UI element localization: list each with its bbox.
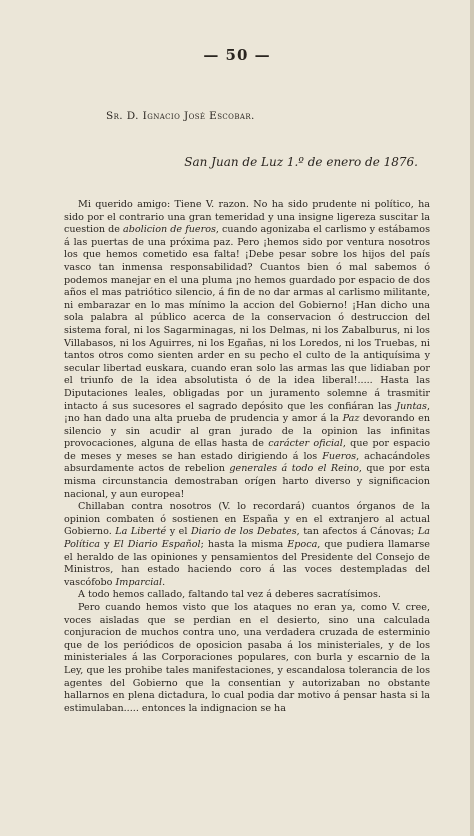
text-run: , ¡no han dado una alta prueba de prudencia y amor á la [64,400,430,425]
italic-run: Epoca [287,539,318,551]
text-run: y el [166,526,191,538]
body-paragraph [64,602,430,715]
text-run: , tan afectos á Cánovas; [296,526,418,538]
italic-run: La Liberté [115,526,167,538]
text-run: ; hasta la misma [200,539,288,551]
letter-addressee: Sr. D. Ignacio José Escobar. [106,110,255,122]
letter-body [64,199,430,715]
text-run: , que pudiera llamarse el heraldo de las opiniones y pensamientos del Presidente del Consejo de Ministros, han estado haciendo coro á las voces destempladas del vascófobo [64,539,430,588]
body-paragraph [64,501,430,589]
italic-run: Fueros [322,450,357,462]
page-edge [470,0,474,836]
body-paragraph [64,199,430,501]
text-run: Chillaban contra nosotros (V. lo recordará) cuantos órganos de la opinion combaten ó sostienen en España y en el extranjero al actual Gobierno. [64,501,430,538]
text-run: devorando en silencio y sin acudir al gran jurado de la opinion las infinitas provocaciones, alguna de ellas hasta de [64,413,431,450]
italic-run: generales á todo el Reino [229,463,359,475]
italic-run: Diario de los Debates [190,526,297,538]
text-run: Pero cuando hemos visto que los ataques no eran ya, como V. cree, voces aisladas que se perdian en el desierto, sino una calculada conjuracion de muchos contra uno, una verdadera cruzada de esterminio que de los periódicos de oposicion pasaba á los ministeriales, y de los ministeriales á las Corporaciones populares, con burla y escarnio de la Ley, que les prohibe tales manifestaciones, y escandalosa tolerancia de los agentes del Gobierno que la consentian y autorizaban no obstante hallarnos en plena dictadura, lo cual podia dar motivo á pensar hasta si la estimulaban..... entonces la indignacion se ha [64,602,430,714]
body-paragraph [64,589,430,602]
text-run: , que por esta misma circunstancia demostraban orígen harto diverso y significacion nacional, y aun europea! [64,463,430,500]
italic-run: Juntas [396,400,427,412]
italic-run: carácter oficial [268,438,343,450]
text-run: . [162,576,166,588]
text-run: Mi querido amigo: Tiene V. razon. No ha sido prudente ni político, ha sido por el contrario una gran temeridad y una insigne ligereza suscitar la cuestion de [64,199,430,236]
page-number: — 50 — [203,46,271,64]
text-run: , cuando agonizaba el carlismo y estábamos á las puertas de una próxima paz. Pero ¡hemos sido por ventura nosotros los que hemos cometido esa falta! ¡Debe pesar sobre los hijos del país vasco tan inmensa responsabilidad? Cuantos bien ó mal sabemos ó podemos manejar en el una pluma ¡no hemos guardado por espacio de dos años el mas patriótico silencio, á fin de no dar armas al carlismo militante, ni embarazar en lo mas mínimo la accion del Gobierno! ¡Han dicho una sola palabra al público acerca de la conservacion ó destruccion del sistema foral, ni los Sagarminagas, ni los Delmas, ni los Zabalburus, ni los Villabasos, ni los Aguirres, ni los Egañas, ni los Loredos, ni los Truebas, ni tantos otros como sienten arder en su pecho el culto de la antiquísima y secular libertad euskara, cuando eran solo las armas las que lidiaban por el triunfo de la idea absolutista ó de la idea liberal!..... Hasta las Diputaciones leales, obligadas por un juramento solemne á trasmitir intacto á sus sucesores el sagrado depósito que les confiáran las [64,224,430,412]
italic-run: abolicion de fueros [123,224,216,236]
text-run: y [100,539,114,551]
italic-run: Imparcial [115,576,163,588]
italic-run: Paz [342,413,360,425]
letter-dateline: San Juan de Luz 1.º de enero de 1876. [184,155,418,169]
italic-run: La Política [64,526,430,551]
text-run: A todo hemos callado, faltando tal vez á deberes sacratísimos. [78,589,381,601]
text-run: , que por espacio de meses y meses se han estado dirigiendo á los [64,438,430,462]
italic-run: El Diario Español [113,539,201,551]
text-run: , achacándoles absurdamente actos de rebelion [64,450,430,475]
